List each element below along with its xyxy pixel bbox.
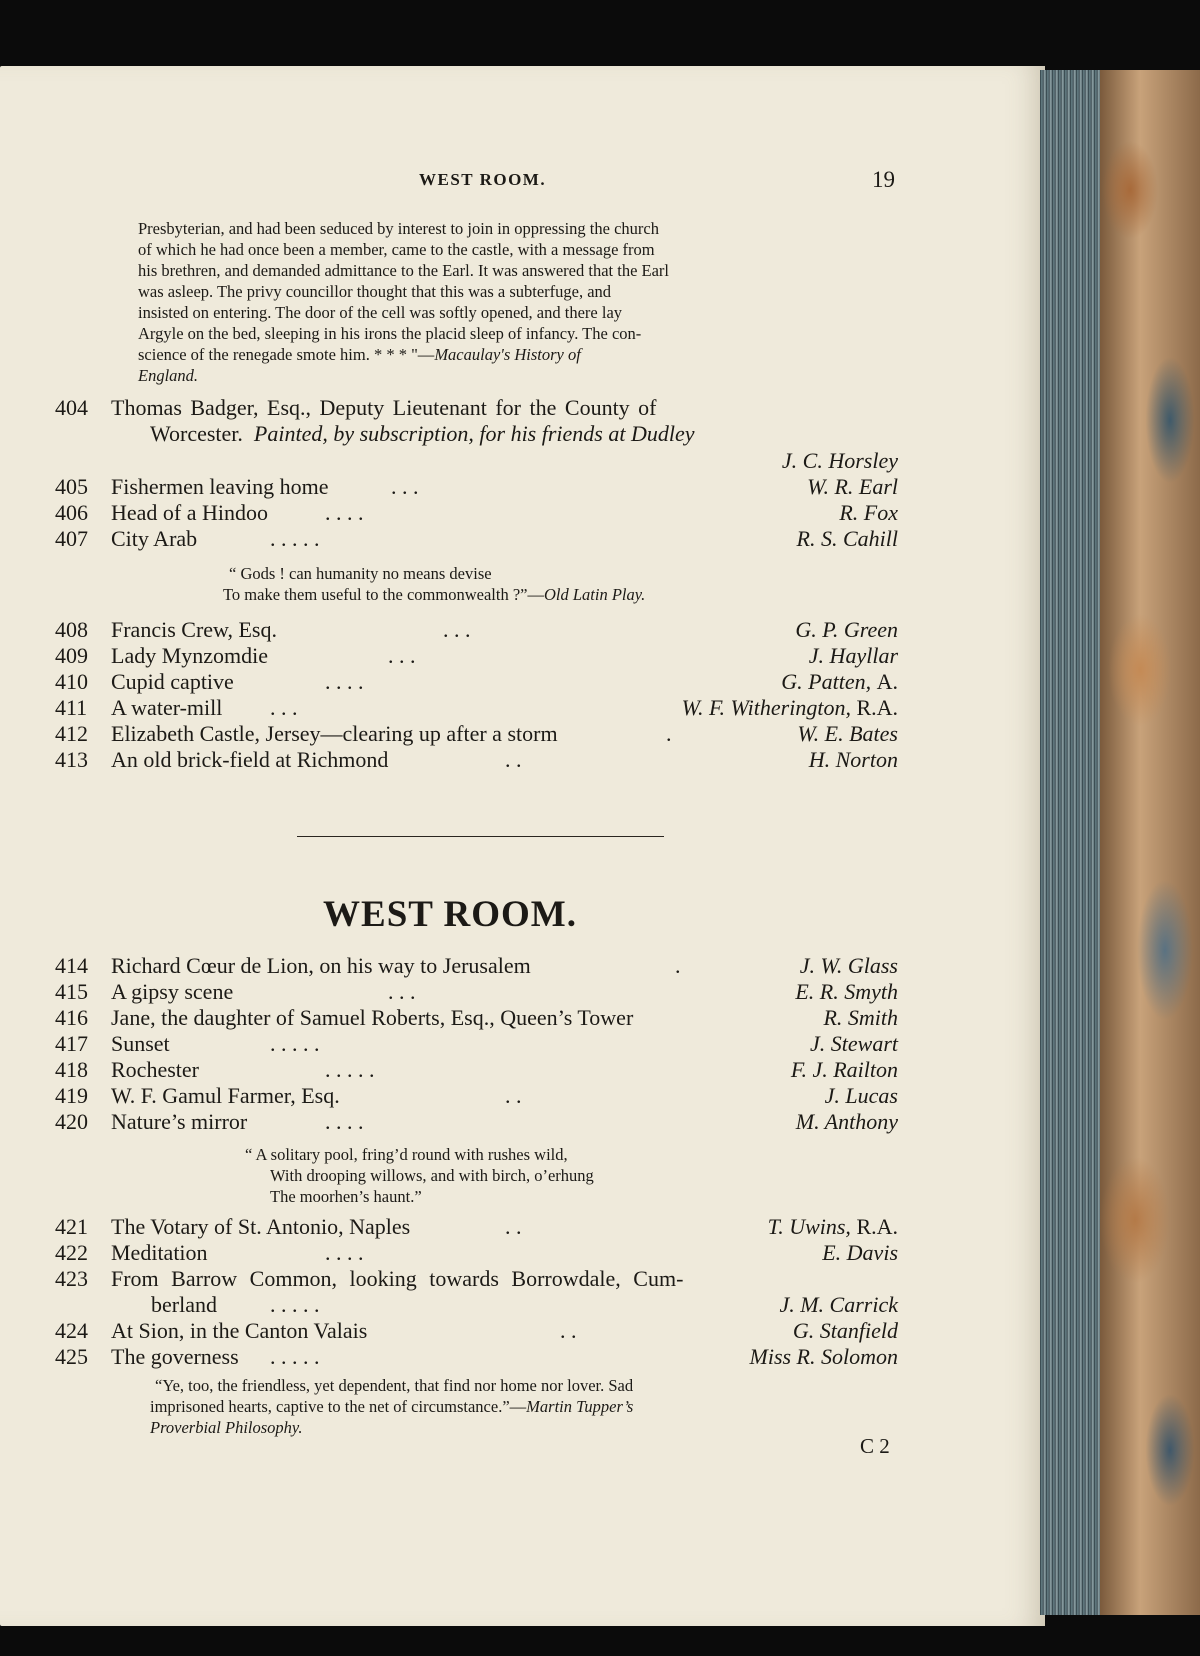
- entry-number: 413: [55, 747, 88, 772]
- entry-title: City Arab: [111, 526, 198, 551]
- entry-leader-dots: .: [675, 953, 681, 978]
- entry-artist: M. Anthony: [795, 1109, 898, 1134]
- entry-artist: J. Hayllar: [808, 643, 898, 668]
- quote-source: Martin Tupper’s: [526, 1397, 634, 1416]
- catalogue-entry: [55, 526, 898, 552]
- entry-number: 416: [55, 1005, 88, 1030]
- entry-title: Rochester: [111, 1057, 199, 1082]
- entry-number: 420: [55, 1109, 88, 1134]
- entry-title: The governess: [111, 1344, 239, 1369]
- entry-leader-dots: . .: [505, 1214, 522, 1239]
- entry-number: 422: [55, 1240, 88, 1265]
- entry-title: W. F. Gamul Farmer, Esq.: [111, 1083, 340, 1108]
- entry-leader-dots: . . . .: [325, 500, 364, 525]
- entry-leader-dots: .: [666, 721, 672, 746]
- entry-artist: G. Stanfield: [792, 1318, 898, 1343]
- entry-number: 406: [55, 500, 88, 525]
- marbled-cover: [1100, 70, 1200, 1615]
- entry-number: 410: [55, 669, 88, 694]
- quote-line: was asleep. The privy councillor thought that this was a subterfuge, and: [138, 282, 612, 301]
- quote-text: science of the renegade smote him. * * * "—: [138, 345, 435, 364]
- entry-number: 423: [55, 1266, 88, 1291]
- entry-artist-suffix: R.A.: [856, 695, 898, 720]
- entry-title-continued: [150, 421, 695, 447]
- quote-source-end: Proverbial Philosophy.: [150, 1418, 303, 1437]
- entry-number: 425: [55, 1344, 88, 1369]
- entry-leader-dots: . . .: [391, 474, 419, 499]
- catalogue-entry: [55, 953, 898, 979]
- quote-line: insisted on entering. The door of the cell was softly opened, and there lay: [138, 303, 623, 322]
- entry-continuation: [55, 1292, 898, 1318]
- entry-artist: R. Smith: [823, 1005, 898, 1030]
- entry-title: Jane, the daughter of Samuel Roberts, Esq., Queen’s Tower: [111, 1005, 634, 1030]
- catalogue-entry: [55, 1083, 898, 1109]
- entry-artist: H. Norton: [808, 747, 898, 772]
- opening-quote: [138, 218, 669, 386]
- entry-number: 404: [55, 395, 88, 420]
- entry-number: 414: [55, 953, 88, 978]
- quote-line: With drooping willows, and with birch, o’erhung: [270, 1166, 594, 1185]
- entry-artist: R. Fox: [839, 500, 898, 525]
- entry-title: Richard Cœur de Lion, on his way to Jerusalem: [111, 953, 531, 978]
- catalogue-entry: [55, 617, 898, 643]
- entry-title: Sunset: [111, 1031, 170, 1056]
- catalogue-entry: [55, 747, 898, 773]
- quote-line: “ A solitary pool, fring’d round with rushes wild,: [245, 1145, 568, 1164]
- entry-title: A gipsy scene: [111, 979, 234, 1004]
- entry-leader-dots: . .: [560, 1318, 577, 1343]
- quote-line: imprisoned hearts, captive to the net of circumstance.”—: [150, 1397, 527, 1416]
- entry-artist: J. W. Glass: [799, 953, 898, 978]
- catalogue-entry: [55, 1240, 898, 1266]
- entry-number: 415: [55, 979, 88, 1004]
- entry-note: Painted, by subscription, for his friends at Dudley: [253, 421, 695, 446]
- quote-line: of which he had once been a member, came to the castle, with a message from: [138, 240, 655, 259]
- catalogue-entry: [55, 643, 898, 669]
- entry-leader-dots: . . . .: [325, 1109, 364, 1134]
- entry-artist: J. Lucas: [824, 1083, 898, 1108]
- signature-mark: C 2: [860, 1434, 890, 1458]
- catalogue-entry: [55, 721, 898, 747]
- entry-leader-dots: . . . . .: [270, 1031, 320, 1056]
- entry-number: 408: [55, 617, 88, 642]
- entry-title: Elizabeth Castle, Jersey—clearing up after a storm: [111, 721, 558, 746]
- catalogue-entry: [55, 395, 898, 421]
- entry-title: An old brick-field at Richmond: [111, 747, 389, 772]
- entry-number: 419: [55, 1083, 88, 1108]
- entry-leader-dots: . . . . .: [270, 526, 320, 551]
- section-heading: WEST ROOM.: [323, 894, 577, 935]
- entry-title: From Barrow Common, looking towards Borrowdale, Cum-: [111, 1266, 684, 1291]
- entry-artist: G. Patten,: [781, 669, 872, 694]
- catalogue-entry: [55, 474, 898, 500]
- quote-source: Old Latin Play.: [543, 585, 646, 604]
- entry-artist: J. Stewart: [810, 1031, 898, 1056]
- entry-quote: [150, 1375, 633, 1438]
- catalogue-entry: [55, 1109, 898, 1135]
- entry-quote: [245, 1144, 594, 1207]
- entry-title-place: Worcester.: [150, 421, 243, 446]
- entry-artist: J. C. Horsley: [781, 448, 898, 473]
- entry-title: Lady Mynzomdie: [111, 643, 269, 668]
- entry-number: 412: [55, 721, 88, 746]
- entry-number: 405: [55, 474, 88, 499]
- entry-leader-dots: . . . . .: [270, 1292, 320, 1317]
- entry-leader-dots: . . . . .: [270, 1344, 320, 1369]
- entry-title: Meditation: [111, 1240, 208, 1265]
- quote-line: Presbyterian, and had been seduced by interest to join in oppressing the church: [138, 219, 659, 238]
- quote-line: To make them useful to the commonwealth ?”—: [223, 585, 544, 604]
- entry-artist: T. Uwins,: [767, 1214, 851, 1239]
- catalogue-entry: [55, 979, 898, 1005]
- entry-artist: E. R. Smyth: [795, 979, 898, 1004]
- entry-title: Cupid captive: [111, 669, 234, 694]
- catalogue-entry: [55, 1344, 898, 1370]
- entry-number: 411: [55, 695, 88, 720]
- entry-title-continued: berland: [151, 1292, 217, 1317]
- catalogue-entry: [55, 1031, 898, 1057]
- quote-source-end: England.: [138, 366, 199, 385]
- entry-artist: E. Davis: [822, 1240, 898, 1265]
- entry-leader-dots: . . . .: [325, 669, 364, 694]
- entry-title: Head of a Hindoo: [111, 500, 269, 525]
- entry-artist: G. P. Green: [795, 617, 898, 642]
- entry-artist: W. E. Bates: [797, 721, 898, 746]
- quote-line: Argyle on the bed, sleeping in his irons the placid sleep of infancy. The con-: [138, 324, 642, 343]
- entry-leader-dots: . .: [505, 747, 522, 772]
- catalogue-entry: [55, 500, 898, 526]
- entry-leader-dots: . . .: [388, 979, 416, 1004]
- entry-title: The Votary of St. Antonio, Naples: [111, 1214, 411, 1239]
- entry-leader-dots: . .: [505, 1083, 522, 1108]
- entry-number: 417: [55, 1031, 88, 1056]
- entry-leader-dots: . . .: [443, 617, 471, 642]
- entry-number: 418: [55, 1057, 88, 1082]
- catalogue-entry: [55, 695, 898, 721]
- entry-artist-row: [55, 448, 898, 474]
- catalogue-entry: [55, 1005, 898, 1031]
- catalogue-entry: [55, 669, 898, 695]
- entry-quote: [225, 563, 645, 605]
- entry-number: 409: [55, 643, 88, 668]
- entry-title: Thomas Badger, Esq., Deputy Lieutenant for the County of: [111, 395, 657, 420]
- quote-line: “ Gods ! can humanity no means devise: [229, 564, 492, 583]
- entry-artist: Miss R. Solomon: [749, 1344, 898, 1369]
- entry-number: 424: [55, 1318, 88, 1343]
- quote-line: “Ye, too, the friendless, yet dependent, that find nor home nor lover. Sad: [155, 1376, 634, 1395]
- entry-leader-dots: . . .: [270, 695, 298, 720]
- entry-artist-suffix: A.: [876, 669, 898, 694]
- entry-title: A water-mill: [111, 695, 223, 720]
- catalogue-entry: [55, 1057, 898, 1083]
- catalogue-entry: [55, 1214, 898, 1240]
- quote-line: his brethren, and demanded admittance to the Earl. It was answered that the Earl: [138, 261, 670, 280]
- page-edges: [1040, 70, 1103, 1615]
- entry-artist: W. F. Witherington,: [681, 695, 851, 720]
- entry-artist: J. M. Carrick: [779, 1292, 898, 1317]
- quote-line: The moorhen’s haunt.”: [270, 1187, 422, 1206]
- entry-leader-dots: . . . . .: [325, 1057, 375, 1082]
- entry-artist: W. R. Earl: [807, 474, 898, 499]
- catalogue-entry: [55, 1266, 898, 1292]
- catalogue-entry: [55, 1318, 898, 1344]
- entry-artist: R. S. Cahill: [796, 526, 898, 551]
- quote-source: Macaulay's History of: [434, 345, 581, 364]
- section-divider: [297, 836, 664, 837]
- entry-leader-dots: . . .: [388, 643, 416, 668]
- entry-title: At Sion, in the Canton Valais: [111, 1318, 368, 1343]
- entry-number: 407: [55, 526, 88, 551]
- entry-number: 421: [55, 1214, 88, 1239]
- quote-line: [138, 344, 669, 365]
- running-title: WEST ROOM.: [419, 170, 547, 189]
- entry-artist-suffix: R.A.: [856, 1214, 898, 1239]
- entry-artist: F. J. Railton: [790, 1057, 898, 1082]
- entry-title: Fishermen leaving home: [111, 474, 329, 499]
- entry-title: Nature’s mirror: [111, 1109, 248, 1134]
- entry-title: Francis Crew, Esq.: [111, 617, 277, 642]
- entry-leader-dots: . . . .: [325, 1240, 364, 1265]
- page-number: 19: [872, 167, 895, 192]
